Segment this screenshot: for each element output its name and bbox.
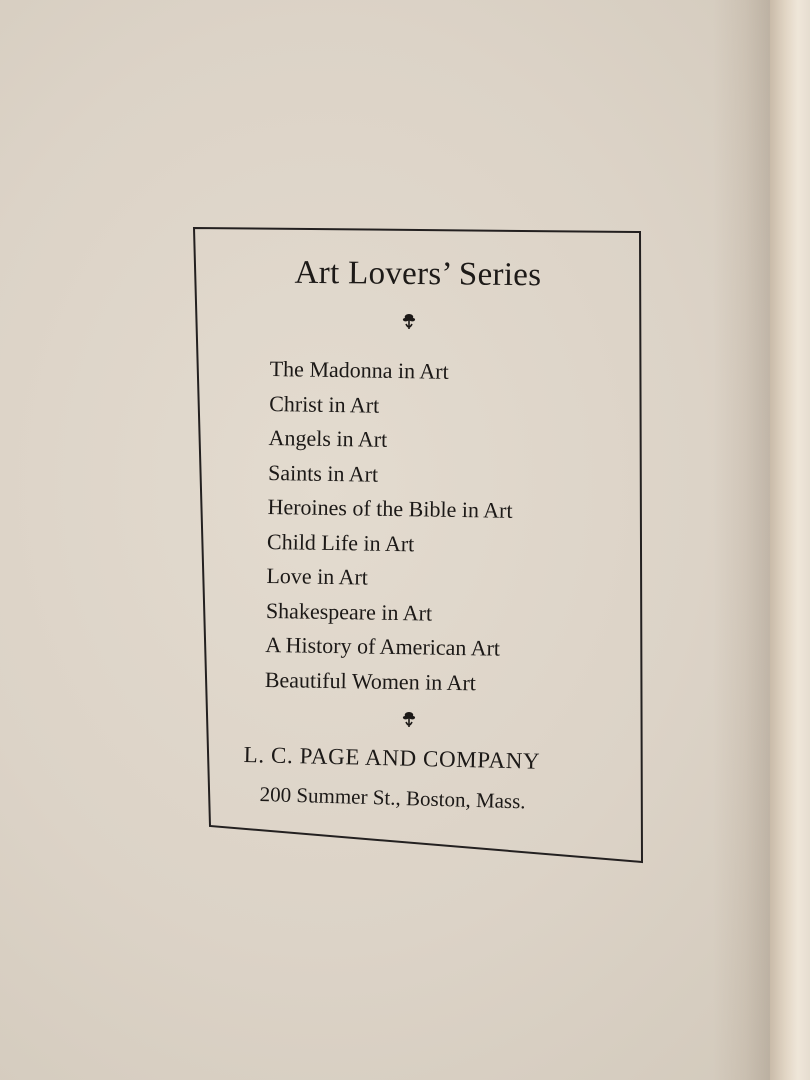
series-title: Art Lovers’ Series — [294, 254, 542, 294]
list-item: Christ in Art — [269, 390, 380, 418]
floral-ornament-icon — [399, 312, 419, 332]
list-item: Saints in Art — [267, 459, 379, 487]
list-item: Child Life in Art — [266, 528, 415, 556]
book-spine-edge — [770, 0, 810, 1080]
floral-ornament-icon — [399, 710, 419, 730]
list-item: Angels in Art — [268, 424, 388, 452]
list-item: Shakespeare in Art — [265, 597, 433, 626]
list-item: A History of American Art — [265, 631, 501, 661]
publisher-name: L. C. PAGE AND COMPANY — [243, 742, 541, 774]
list-item: Love in Art — [266, 562, 369, 590]
publisher-address: 200 Summer St., Boston, Mass. — [259, 782, 526, 814]
list-item: The Madonna in Art — [269, 355, 449, 384]
list-item: Heroines of the Bible in Art — [267, 493, 513, 523]
series-title-list — [265, 352, 515, 701]
list-item: Beautiful Women in Art — [264, 666, 477, 695]
series-frame — [192, 220, 644, 865]
